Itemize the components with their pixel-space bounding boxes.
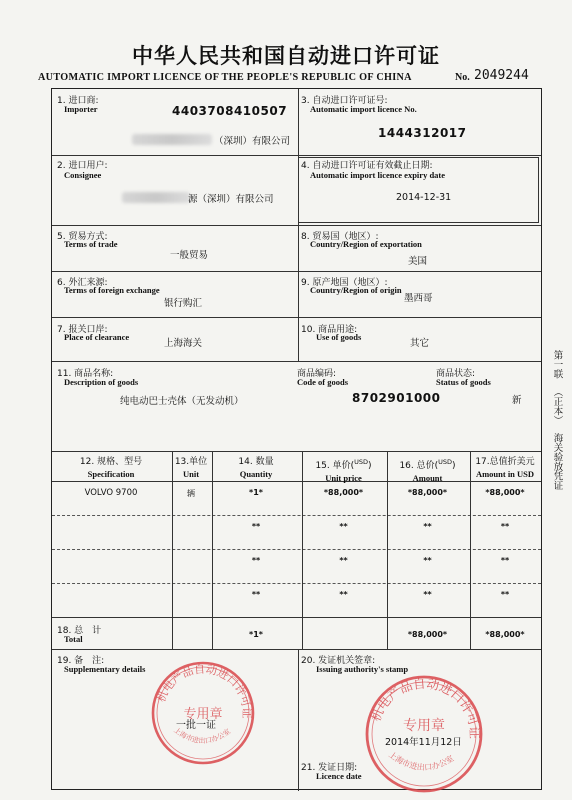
consignee-label-cn: 2. 进口用户: [57,161,108,171]
origin-value: 墨西哥 [404,293,433,304]
left-stamp-ring-text: 机电产品自动进口许可证 [154,662,254,719]
goods-status: 新 [512,395,522,406]
cell-amount: *88,000* [407,488,448,497]
cell-unit: 辆 [187,489,195,498]
use-label-cn: 10. 商品用途: [301,325,358,335]
cell-amount: ** [423,556,432,565]
licence-title-en: AUTOMATIC IMPORT LICENCE OF THE PEOPLE'S REPUBLIC OF CHINA [38,72,412,83]
cell-amount-usd: *88,000* [485,488,525,497]
left-official-stamp [148,658,258,768]
col-amount-usd: 17.总值折美元 Amount in USD [475,457,535,479]
expiry-label-en: Automatic import licence expiry date [310,170,446,180]
svg-text:上海市进出口办公室 [172,725,232,745]
use-value: 其它 [410,338,430,349]
total-quantity: *1* [249,630,263,639]
col-unit: 13.单位 Unit [174,457,208,479]
licence-no-value: 1444312017 [378,126,467,140]
redacted-consignee-name [122,192,190,203]
side-copy-note: 第一联 （正本） 海关验放凭证 [551,350,563,490]
clearance-value: 上海海关 [164,338,203,349]
expiry-label-cn: 4. 自动进口许可证有效截止日期: [301,161,433,171]
consignee-name: 源（深圳）有限公司 [188,194,274,205]
importer-label-en: Importer [64,104,98,114]
cell-amount-usd: ** [500,522,510,531]
cell-quantity: *1* [249,488,263,497]
total-amount: *88,000* [407,630,448,639]
status-label-cn: 商品状态: [436,369,476,379]
serial-number: 2049244 [474,68,529,83]
goods-code: 8702901000 [352,391,441,405]
cell-quantity: ** [251,590,261,599]
licence-title-cn: 中华人民共和国自动进口许可证 [132,44,440,68]
col-unit-price: 15. 单价($^{USD}$) Unit price [315,458,372,483]
goods-label-en: Description of goods [64,377,139,387]
serial-number-label: No. [455,72,470,83]
origin-label-cn: 9. 原产地国（地区）: [301,278,388,288]
licence-no-label-cn: 3. 自动进口许可证号: [301,96,388,106]
cell-unit-price: ** [339,590,348,599]
consignee-label-en: Consignee [64,170,102,180]
total-label-en: Total [64,634,83,644]
table-row [51,556,542,580]
export-country-label-en: Country/Region of exportation [310,239,422,249]
total-amount-usd: *88,000* [485,630,525,639]
cell-amount-usd: ** [500,590,510,599]
cell-amount: ** [423,522,432,531]
trade-terms-label-en: Terms of trade [64,239,118,249]
cell-unit-price: ** [339,522,348,531]
code-label-en: Code of goods [297,377,349,387]
table-row [51,522,542,546]
authority-label-en: Issuing authority's stamp [316,664,409,674]
cell-spec: VOLVO 9700 [84,488,138,498]
importer-name: （深圳）有限公司 [214,136,291,147]
clearance-label-cn: 7. 报关口岸: [57,325,108,335]
licence-date-label-en: Licence date [316,771,362,781]
expiry-date: 2014-12-31 [396,192,452,203]
right-stamp-ring-text: 机电产品自动进口许可证 [367,675,483,740]
right-official-stamp [360,672,488,796]
table-row [51,590,542,614]
stamp-date: 2014年11月12日 [385,737,462,748]
exchange-value: 银行购汇 [164,298,203,309]
left-stamp-inner-text: 专用章 [183,707,223,722]
cell-amount: ** [423,590,432,599]
right-stamp-bottom-text: 上海市进出口办公室 [386,750,456,773]
right-stamp-inner-text: 专用章 [403,718,445,734]
cell-quantity: ** [251,522,261,531]
remarks-note: 一批一证 [176,720,216,731]
licence-no-label-en: Automatic import licence No. [310,104,417,114]
clearance-label-en: Place of clearance [64,332,130,342]
goods-description: 纯电动巴士壳体（无发动机） [120,396,244,407]
cell-quantity: ** [251,556,261,565]
origin-label-en: Country/Region of origin [310,285,402,295]
goods-label-cn: 11. 商品名称: [57,369,114,379]
use-label-en: Use of goods [316,332,362,342]
col-quantity: 14. 数量 Quantity [238,457,274,479]
trade-terms-label-cn: 5. 贸易方式: [57,232,108,242]
trade-terms-value: 一般贸易 [170,250,209,261]
cell-unit-price: *88,000* [323,488,364,497]
remarks-label-en: Supplementary details [64,664,146,674]
importer-label-cn: 1. 进口商: [57,96,99,106]
licence-date-label-cn: 21. 发证日期: [301,763,358,773]
cell-amount-usd: ** [500,556,510,565]
remarks-label-cn: 19. 备 注: [57,656,105,666]
exchange-label-en: Terms of foreign exchange [64,285,160,295]
total-label-cn: 18. 总 计 [57,626,102,636]
authority-label-cn: 20. 发证机关签章: [301,656,376,666]
importer-code: 4403708410507 [172,104,288,118]
exchange-label-cn: 6. 外汇来源: [57,278,108,288]
col-amount: 16. 总价($^{USD}$) Amount [399,458,456,483]
left-stamp-bottom-text: 上海市进出口办公室 [172,726,233,746]
table-row [51,488,542,512]
status-label-en: Status of goods [436,377,491,387]
cell-unit-price: ** [339,556,348,565]
redacted-importer-name [132,134,212,145]
goods-table-body [51,488,542,624]
col-specification: 12. 规格、型号 Specification [79,457,143,479]
code-label-cn: 商品编码: [297,369,337,379]
svg-text:上海市进出口办公室 [387,749,455,772]
export-country-value: 美国 [408,256,428,267]
export-country-label-cn: 8. 贸易国（地区）: [301,232,379,242]
